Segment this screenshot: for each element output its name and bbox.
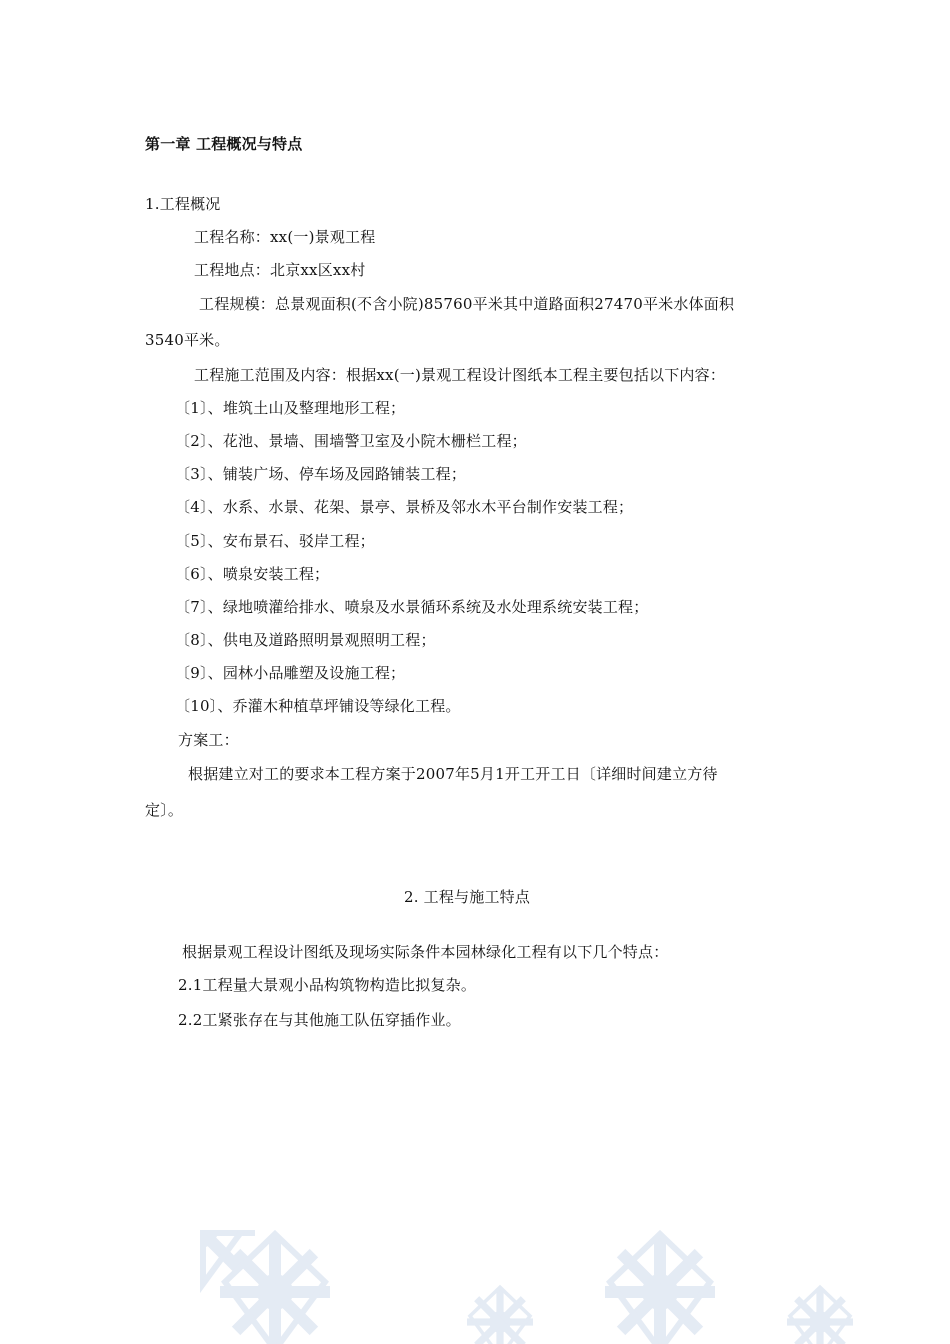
- chapter-title: 第一章 工程概况与特点: [145, 135, 303, 153]
- list-item: 〔1〕、堆筑土山及整理地形工程；: [175, 399, 406, 417]
- plan-line2: 定〕。: [145, 801, 184, 819]
- list-item: 〔6〕、喷泉安装工程；: [175, 565, 330, 583]
- list-item: 〔7〕、绿地喷灌给排水、喷泉及水景循环系统及水处理系统安装工程；: [175, 598, 649, 616]
- project-scale-line1: 工程规模：总景观面积(不含小院)85760平米其中道路面积27470平米水体面积: [199, 295, 735, 313]
- list-item: 〔5〕、安布景石、驳岸工程；: [175, 532, 375, 550]
- list-item: 〔4〕、水系、水景、花架、景亭、景桥及邻水木平台制作安装工程；: [175, 498, 634, 516]
- list-item: 〔9〕、园林小品雕塑及设施工程；: [175, 664, 406, 682]
- project-scale-line2: 3540平米。: [145, 331, 230, 349]
- list-item: 〔10〕、乔灌木种植草坪铺设等绿化工程。: [175, 697, 461, 715]
- plan-line1: 根据建立对工的要求本工程方案于2007年5月1开工开工日〔详细时间建立方待: [188, 765, 718, 783]
- watermark-logo: [200, 1230, 900, 1344]
- section1-heading: 1.工程概况: [145, 195, 221, 213]
- section2-intro: 根据景观工程设计图纸及现场实际条件本园林绿化工程有以下几个特点：: [182, 943, 669, 961]
- feature-point-1: 2.1工程量大景观小品构筑物构造比拟复杂。: [178, 976, 477, 994]
- feature-point-2: 2.2工紧张存在与其他施工队伍穿插作业。: [178, 1011, 461, 1029]
- scope-intro: 工程施工范围及内容：根据xx(一)景观工程设计图纸本工程主要包括以下内容：: [194, 366, 726, 384]
- project-location: 工程地点：北京xx区xx村: [194, 261, 366, 279]
- section2-heading: 2. 工程与施工特点: [404, 888, 531, 906]
- list-item: 〔2〕、花池、景墙、围墙警卫室及小院木栅栏工程；: [175, 432, 527, 450]
- project-name: 工程名称：xx(一)景观工程: [194, 228, 376, 246]
- list-item: 〔8〕、供电及道路照明景观照明工程；: [175, 631, 436, 649]
- plan-label: 方案工：: [178, 731, 239, 749]
- list-item: 〔3〕、铺装广场、停车场及园路铺装工程；: [175, 465, 467, 483]
